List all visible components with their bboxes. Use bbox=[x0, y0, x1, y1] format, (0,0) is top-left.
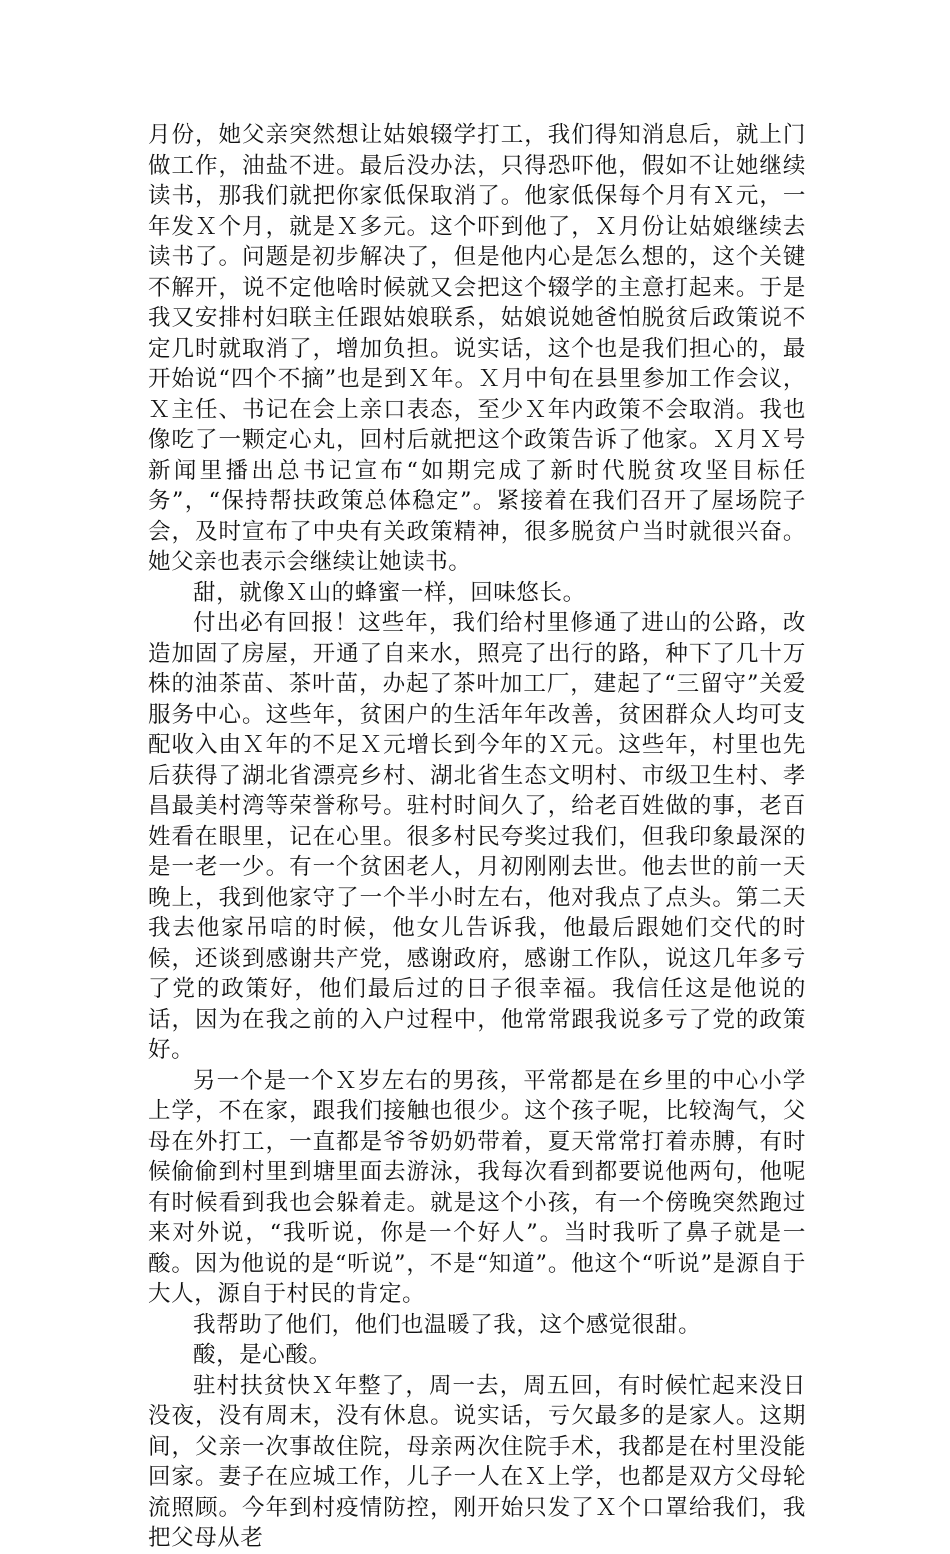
paragraph-4: 另一个是一个Ｘ岁左右的男孩，平常都是在乡里的中心小学上学，不在家，跟我们接触也很少。这个孩子呢，比较淘气，父母在外打工，一直都是爷爷奶奶带着，夏天常常打着赤膊，有时候偷偷到村里到塘里面去游泳，我每次看到都要说他两句，他呢有时候看到我也会躲着走。就是这个小孩，有一个傍晚突然跑过来对外说，“我听说，你是一个好人”。当时我听了鼻子就是一酸。因为他说的是“听说”，不是“知道”。他这个“听说”是源自于大人，源自于村民的肯定。 bbox=[148, 1067, 806, 1307]
paragraph-1: 月份，她父亲突然想让姑娘辍学打工，我们得知消息后，就上门做工作，油盐不进。最后没办法，只得恐吓他，假如不让她继续读书，那我们就把你家低保取消了。他家低保每个月有Ｘ元，一年发Ｘ个月，就是Ｘ多元。这个吓到他了，Ｘ月份让姑娘继续去读书了。问题是初步解决了，但是他内心是怎么想的，这个关键不解开，说不定他啥时候就又会把这个辍学的主意打起来。于是我又安排村妇联主任跟姑娘联系，姑娘说她爸怕脱贫后政策说不定几时就取消了，增加负担。说实话，这个也是我们担心的，最开始说“四个不摘”也是到Ｘ年。Ｘ月中旬在县里参加工作会议，Ｘ主任、书记在会上亲口表态，至少Ｘ年内政策不会取消。我也像吃了一颗定心丸，回村后就把这个政策告诉了他家。Ｘ月Ｘ号新闻里播出总书记宣布“如期完成了新时代脱贫攻坚目标任务”，“保持帮扶政策总体稳定”。紧接着在我们召开了屋场院子会，及时宣布了中央有关政策精神，很多脱贫户当时就很兴奋。她父亲也表示会继续让她读书。 bbox=[148, 122, 806, 575]
paragraph-3: 付出必有回报！这些年，我们给村里修通了进山的公路，改造加固了房屋，开通了自来水，照亮了出行的路，种下了几十万株的油茶苗、茶叶苗，办起了茶叶加工厂，建起了“三留守”关爱服务中心。这些年，贫困户的生活年年改善，贫困群众人均可支配收入由Ｘ年的不足Ｘ元增长到今年的Ｘ元。这些年，村里也先后获得了湖北省漂亮乡村、湖北省生态文明村、市级卫生村、孝昌最美村湾等荣誉称号。驻村时间久了，给老百姓做的事，老百姓看在眼里，记在心里。很多村民夸奖过我们，但我印象最深的是一老一少。有一个贫困老人，月初刚刚去世。他去世的前一天晚上，我到他家守了一个半小时左右，他对我点了点头。第二天我去他家吊唁的时候，他女儿告诉我，他最后跟她们交代的时候，还谈到感谢共产党，感谢政府，感谢工作队，说这几年多亏了党的政策好，他们最后过的日子很幸福。我信任这是他说的话，因为在我之前的入户过程中，他常常跟我说多亏了党的政策好。 bbox=[148, 610, 806, 1063]
paragraph-7: 驻村扶贫快Ｘ年整了，周一去，周五回，有时候忙起来没日没夜，没有周末，没有休息。说实话，亏欠最多的是家人。这期间，父亲一次事故住院，母亲两次住院手术，我都是在村里没能回家。妻子在应城工作，儿子一人在Ｘ上学，也都是双方父母轮流照顾。今年到村疫情防控，刚开始只发了Ｘ个口罩给我们，我把父母从老 bbox=[148, 1372, 806, 1551]
paragraph-6: 酸，是心酸。 bbox=[193, 1342, 332, 1368]
document-page bbox=[148, 120, 806, 1554]
paragraph-2: 甜，就像Ｘ山的蜂蜜一样，回味悠长。 bbox=[193, 579, 586, 606]
paragraph-5: 我帮助了他们，他们也温暖了我，这个感觉很甜。 bbox=[193, 1311, 702, 1338]
